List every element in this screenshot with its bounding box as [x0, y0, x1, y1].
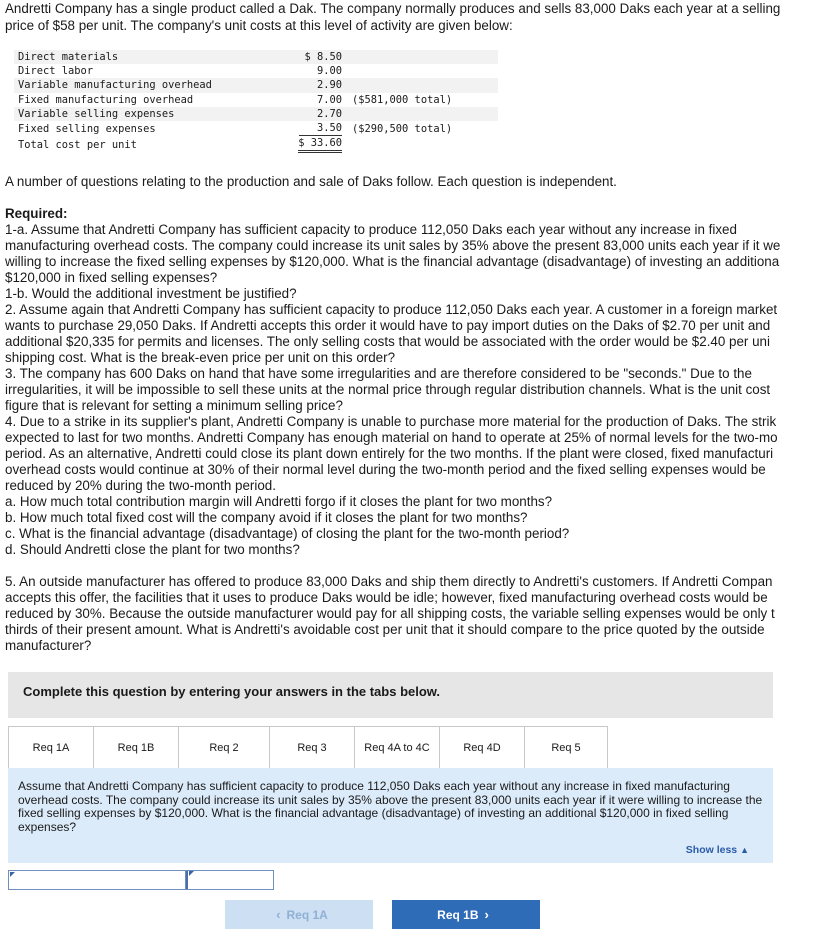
intro-line: Andretti Company has a single product called a Dak. The company normally produces and sells 83,000 Daks each year at a selling [5, 1, 781, 16]
cost-amount [278, 93, 352, 107]
cost-amount-value: 3.50 [299, 121, 342, 136]
cost-row [14, 50, 498, 64]
tab-req-1b[interactable]: Req 1B [93, 726, 179, 768]
question-line: b. How much total fixed cost will the company avoid if it closes the plant for two months? [5, 510, 528, 525]
question-5-line: reduced by 30%. Because the outside manufacturer would pay for all shipping costs, the variable selling expenses would be only t [5, 606, 775, 621]
cost-amount [278, 121, 352, 136]
tab-question-text: Assume that Andretti Company has sufficient capacity to produce 112,050 Daks each year without any increase in fixed manufacturing overhead costs. The company could increase its unit sales by 35% above the present 83,000 units each year if it were willing to increase the fixed selling expenses by $120,000. What is the financial advantage (disadvantage) of investing an additional $120,000 in fixed selling expenses? [18, 779, 763, 834]
input-marker-icon [189, 871, 194, 876]
question-line: wants to purchase 29,050 Daks. If Andretti accepts this order it would have to pay import duties on the Daks of $2.70 per unit and [5, 318, 771, 333]
answer-row [8, 870, 274, 890]
cost-note: ($290,500 total) [352, 122, 453, 135]
question-line: reduced by 20% during the two-month period. [5, 478, 276, 493]
question-line: overhead costs would continue at 30% of their normal level during the two-month period and the fixed selling expenses would be [5, 462, 766, 477]
question-5-line: thirds of their present amount. What is Andretti's avoidable cost per unit that it should compare to the price quoted by the outside [5, 622, 765, 637]
questions-list [5, 222, 780, 558]
required-heading: Required: [5, 206, 68, 221]
intro-text [5, 0, 823, 34]
question-line: 3. The company has 600 Daks on hand that have some irregularities and are therefore considered to be "seconds." Due to the [5, 366, 752, 381]
question-5-line: accepts this offer, the facilities that it uses to produce Daks would be idle; however, fixed manufacturing overhead costs would be [5, 590, 768, 605]
cost-amount-value: $ 8.50 [304, 51, 342, 63]
tab-req-3[interactable]: Req 3 [269, 726, 355, 768]
cost-amount-value: 9.00 [316, 65, 342, 78]
question-line: a. How much total contribution margin will Andretti forgo if it closes the plant for two months? [5, 494, 553, 509]
show-less-label: Show less [685, 844, 738, 856]
cost-note [352, 50, 498, 64]
question-line: $120,000 in fixed selling expenses? [5, 270, 218, 285]
question-line: shipping cost. What is the break-even price per unit on this order? [5, 350, 396, 365]
cost-label: Direct materials [14, 50, 278, 64]
cost-amount [278, 136, 352, 153]
tab-req-4a-to-4c[interactable]: Req 4A to 4C [354, 726, 440, 768]
instruction-text: Complete this question by entering your answers in the tabs below. [23, 684, 441, 699]
question-5-line: manufacturer? [5, 638, 92, 653]
question-line: additional $20,335 for permits and licenses. The only selling costs that would be associated with the order would be $2.40 per uni [5, 334, 770, 349]
tab-req-4d[interactable]: Req 4D [439, 726, 525, 768]
instruction-panel [8, 672, 773, 718]
question-line: d. Should Andretti close the plant for two months? [5, 542, 300, 557]
cost-row [14, 93, 498, 107]
question-line: period. As an alternative, Andretti could close its plant down entirely for the two months. If the plant were closed, fixed manufacturi [5, 446, 774, 461]
chevron-left-icon: ‹ [276, 907, 281, 922]
tab-req-5[interactable]: Req 5 [524, 726, 608, 768]
next-label: Req 1B [437, 907, 479, 922]
cost-label: Variable manufacturing overhead [14, 78, 278, 92]
question-5 [5, 574, 775, 654]
cost-amount-value: 7.00 [316, 93, 342, 106]
question-5-line: 5. An outside manufacturer has offered to produce 83,000 Daks and ship them directly to Andretti's customers. If Andretti Compan [5, 574, 773, 589]
tab-content [8, 768, 773, 863]
cost-row [14, 64, 498, 78]
cost-amount [278, 78, 352, 92]
cost-note: ($581,000 total) [352, 93, 453, 106]
cost-row [14, 107, 498, 121]
cost-label: Direct labor [18, 65, 94, 78]
question-line: 4. Due to a strike in its supplier's plant, Andretti Company is unable to purchase more material for the production of Daks. The strik [5, 414, 777, 429]
cost-label: Total cost per unit [18, 138, 137, 151]
cost-row [14, 78, 498, 92]
prev-label: Req 1A [286, 907, 328, 922]
question-line: manufacturing overhead costs. The company could increase its unit sales by 35% above the present 83,000 units each year if it we [5, 238, 781, 253]
question-line: figure that is relevant for setting a minimum selling price? [5, 398, 343, 413]
question-line: 2. Assume again that Andretti Company has sufficient capacity to produce 112,050 Daks each year. A customer in a foreign market [5, 302, 778, 317]
cost-row [14, 136, 498, 153]
triangle-up-icon: ▲ [740, 845, 749, 855]
cost-label: Fixed manufacturing overhead [18, 93, 194, 106]
cost-row [14, 121, 498, 136]
question-line: 1-b. Would the additional investment be justified? [5, 286, 297, 301]
question-line: 1-a. Assume that Andretti Company has sufficient capacity to produce 112,050 Daks each year without any increase in fixed [5, 222, 737, 237]
question-line: willing to increase the fixed selling expenses by $120,000. What is the financial advantage (disadvantage) of investing an additiona [5, 254, 780, 269]
answer-input[interactable] [186, 871, 275, 889]
cost-amount-value: 2.70 [316, 107, 342, 120]
body-text: A number of questions relating to the production and sale of Daks follow. Each question is independent. [5, 174, 617, 189]
question-line: irregularities, it will be impossible to sell these units at the normal price through regular distribution channels. What is the unit cost [5, 382, 771, 397]
cost-note [352, 136, 498, 153]
prev-button[interactable] [225, 900, 373, 929]
cost-amount-value: 2.90 [316, 79, 342, 92]
cost-amount [278, 107, 352, 121]
cost-amount [278, 64, 352, 78]
tab-req-1a[interactable]: Req 1A [8, 726, 94, 768]
requirement-tabs [8, 726, 607, 770]
next-button[interactable] [392, 900, 540, 929]
cost-note [352, 107, 498, 121]
cost-note [352, 78, 498, 92]
intro-line: price of $58 per unit. The company's unit costs at this level of activity are given below: [5, 18, 513, 33]
cost-amount-value: $ 33.60 [298, 136, 342, 153]
question-line: expected to last for two months. Andretti Company has enough material on hand to operate at 25% of normal levels for the two-mo [5, 430, 778, 445]
tab-req-2[interactable]: Req 2 [178, 726, 270, 768]
cost-amount [278, 50, 352, 64]
cost-note [352, 64, 498, 78]
cost-label: Fixed selling expenses [18, 122, 156, 135]
unit-cost-table [14, 50, 498, 153]
input-marker-icon [10, 872, 15, 877]
cost-label: Variable selling expenses [14, 107, 278, 121]
show-less-link[interactable] [686, 844, 749, 856]
question-line: c. What is the financial advantage (disadvantage) of closing the plant for the two-month period? [5, 526, 570, 541]
chevron-right-icon: › [484, 907, 489, 922]
